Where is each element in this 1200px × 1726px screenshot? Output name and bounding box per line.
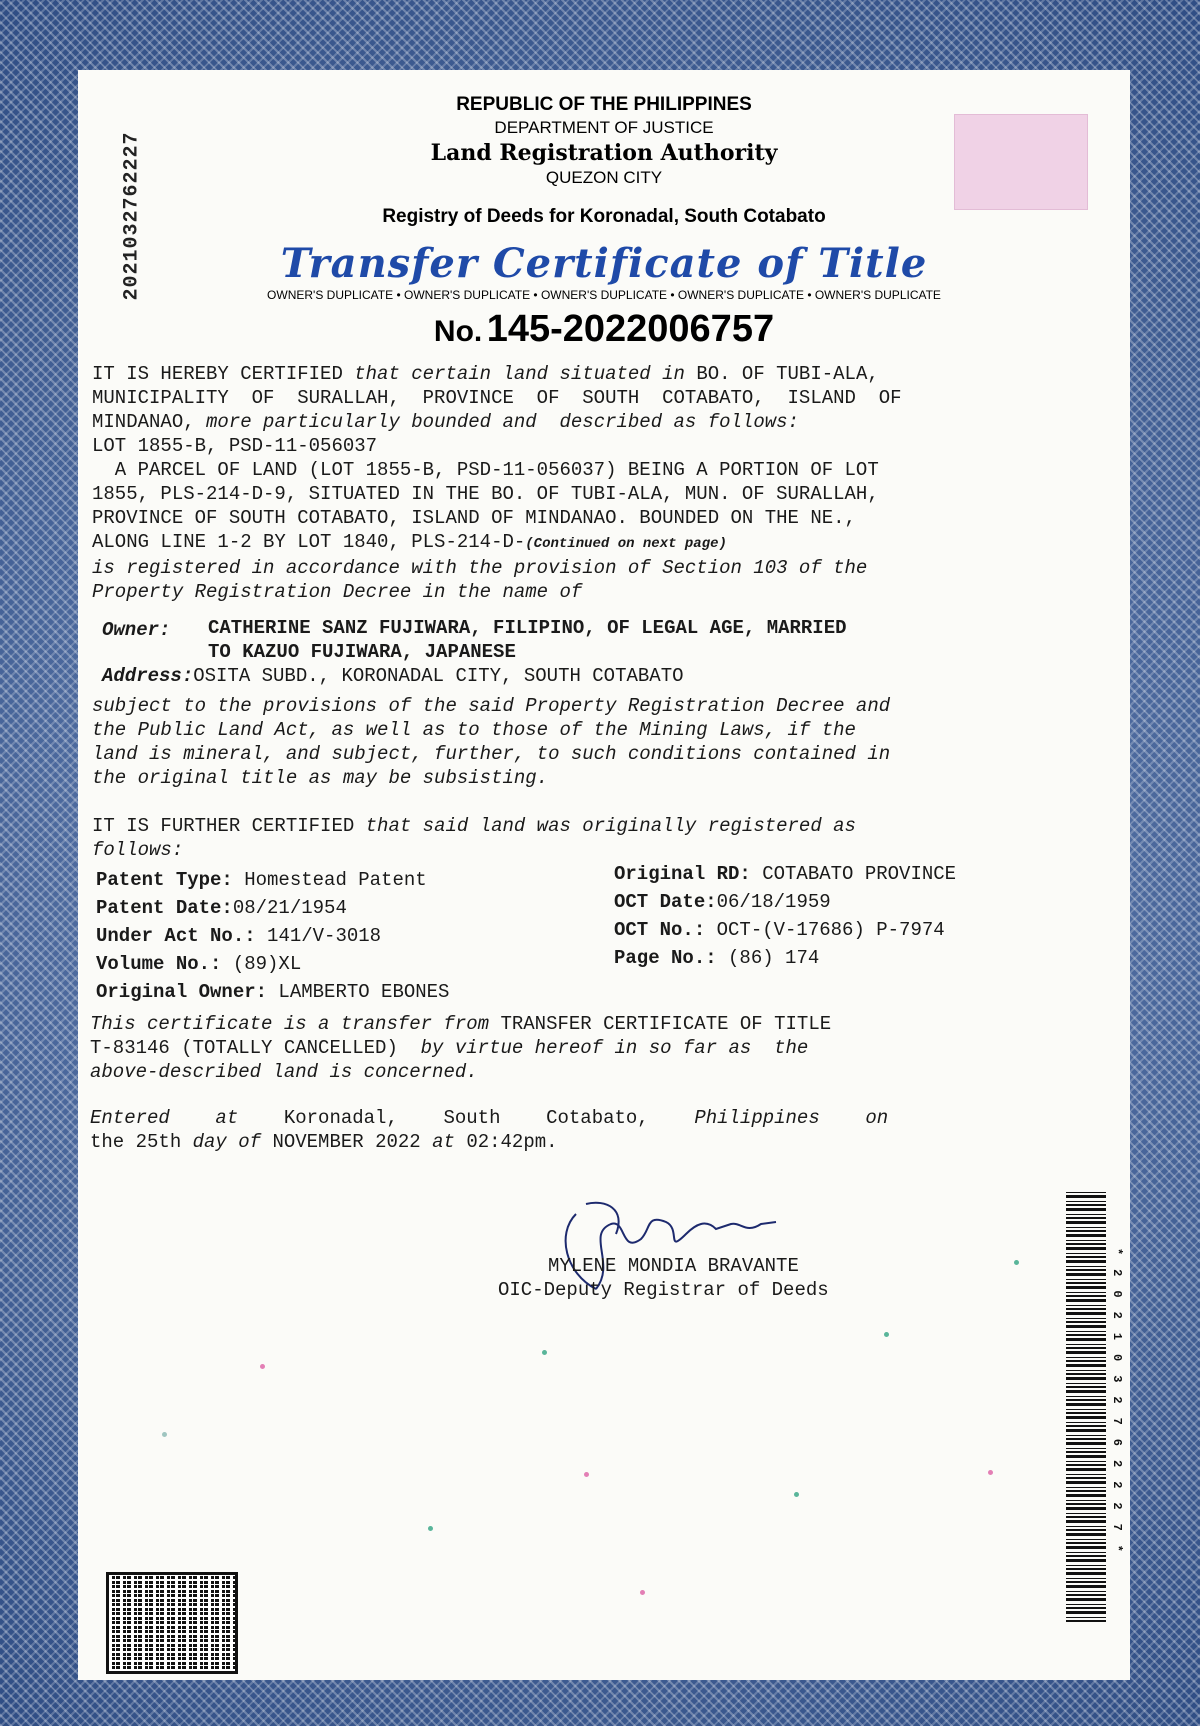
owners-duplicate-line: OWNER'S DUPLICATE • OWNER'S DUPLICATE • OWNER'S DUPLICATE • OWNER'S DUPLICATE • OWNER'S DUPLICATE bbox=[267, 288, 941, 302]
signatory-position: OIC-Deputy Registrar of Deeds bbox=[498, 1279, 829, 1301]
header-department: DEPARTMENT OF JUSTICE bbox=[494, 118, 714, 137]
original-rd: Original RD: COTABATO PROVINCE bbox=[614, 863, 957, 885]
paper-fiber bbox=[988, 1470, 993, 1475]
owner-name-line-2: TO KAZUO FUJIWARA, JAPANESE bbox=[208, 641, 516, 663]
subject-line-1: subject to the provisions of the said Property Registration Decree and bbox=[92, 695, 891, 717]
header-city: QUEZON CITY bbox=[545, 168, 663, 187]
owner-name-line-1: CATHERINE SANZ FUJIWARA, FILIPINO, OF LEGAL AGE, MARRIED bbox=[208, 617, 847, 639]
registered-line-2: Property Registration Decree in the name of bbox=[92, 581, 583, 603]
title-number bbox=[78, 308, 1130, 351]
transfer-line-3: above-described land is concerned. bbox=[90, 1061, 478, 1083]
paper-fiber bbox=[640, 1590, 645, 1595]
description-line-2: 1855, PLS-214-D-9, SITUATED IN THE BO. OF TUBI-ALA, MUN. OF SURALLAH, bbox=[92, 483, 879, 505]
paper-fiber bbox=[428, 1526, 433, 1531]
owner-label: Owner: bbox=[102, 619, 171, 641]
description-line-1: A PARCEL OF LAND (LOT 1855-B, PSD-11-056037) BEING A PORTION OF LOT bbox=[92, 459, 879, 481]
barcode-number: *2021032762227* bbox=[1110, 1247, 1124, 1567]
transfer-line-1: This certificate is a transfer from TRANSFER CERTIFICATE OF TITLE bbox=[90, 1013, 832, 1035]
entry-line-1: Entered at Koronadal, South Cotabato, Philippines on bbox=[90, 1107, 889, 1129]
oct-no: OCT No.: OCT-(V-17686) P-7974 bbox=[614, 919, 945, 941]
serial-number: 2021032762227 bbox=[120, 131, 144, 301]
description-line-4: ALONG LINE 1-2 BY LOT 1840, PLS-214-D-(Continued on next page) bbox=[92, 531, 727, 553]
under-act-no: Under Act No.: 141/V-3018 bbox=[96, 925, 382, 947]
page-no: Page No.: (86) 174 bbox=[614, 947, 820, 969]
description-line-3: PROVINCE OF SOUTH COTABATO, ISLAND OF MINDANAO. BOUNDED ON THE NE., bbox=[92, 507, 856, 529]
cert-line-3: MINDANAO, more particularly bounded and described as follows: bbox=[92, 411, 799, 433]
qr-code bbox=[106, 1572, 238, 1674]
title-number-prefix: No. bbox=[433, 315, 483, 348]
further-line-1: IT IS FURTHER CERTIFIED that said land was originally registered as bbox=[92, 815, 856, 837]
header-republic: REPUBLIC OF THE PHILIPPINES bbox=[456, 94, 752, 115]
oct-date: OCT Date:06/18/1959 bbox=[614, 891, 831, 913]
lot-number: LOT 1855-B, PSD-11-056037 bbox=[92, 435, 378, 457]
patent-type: Patent Type: Homestead Patent bbox=[96, 869, 427, 891]
patent-date: Patent Date:08/21/1954 bbox=[96, 897, 347, 919]
signatory-name: MYLENE MONDIA BRAVANTE bbox=[548, 1255, 799, 1277]
owner-address: Address:OSITA SUBD., KORONADAL CITY, SOUTH COTABATO bbox=[102, 665, 684, 687]
title-number-value: 145-2022006757 bbox=[486, 308, 775, 350]
cert-line-2: MUNICIPALITY OF SURALLAH, PROVINCE OF SOUTH COTABATO, ISLAND OF bbox=[92, 387, 902, 409]
further-line-2: follows: bbox=[92, 839, 184, 861]
registered-line-1: is registered in accordance with the provision of Section 103 of the bbox=[92, 557, 868, 579]
entry-line-2: the 25th day of NOVEMBER 2022 at 02:42pm. bbox=[90, 1131, 558, 1153]
paper-fiber bbox=[260, 1364, 265, 1369]
header-registry: Registry of Deeds for Koronadal, South Cotabato bbox=[382, 206, 826, 227]
paper-fiber bbox=[1014, 1260, 1019, 1265]
subject-line-3: land is mineral, and subject, further, to such conditions contained in bbox=[92, 743, 891, 765]
paper-fiber bbox=[884, 1332, 889, 1337]
cert-line-1: IT IS HEREBY CERTIFIED that certain land situated in BO. OF TUBI-ALA, bbox=[92, 363, 879, 385]
paper-fiber bbox=[794, 1492, 799, 1497]
original-owner: Original Owner: LAMBERTO EBONES bbox=[96, 981, 450, 1003]
header-authority: Land Registration Authority bbox=[430, 140, 778, 166]
transfer-line-2: T-83146 (TOTALLY CANCELLED) by virtue hereof in so far as the bbox=[90, 1037, 809, 1059]
subject-line-4: the original title as may be subsisting. bbox=[92, 767, 549, 789]
volume-no: Volume No.: (89)XL bbox=[96, 953, 302, 975]
document-title: Transfer Certificate of Title bbox=[280, 240, 928, 287]
paper-fiber bbox=[542, 1350, 547, 1355]
paper-fiber bbox=[584, 1472, 589, 1477]
certificate-paper bbox=[78, 70, 1130, 1680]
paper-fiber bbox=[162, 1432, 167, 1437]
subject-line-2: the Public Land Act, as well as to those of the Mining Laws, if the bbox=[92, 719, 856, 741]
barcode bbox=[1066, 1192, 1106, 1622]
